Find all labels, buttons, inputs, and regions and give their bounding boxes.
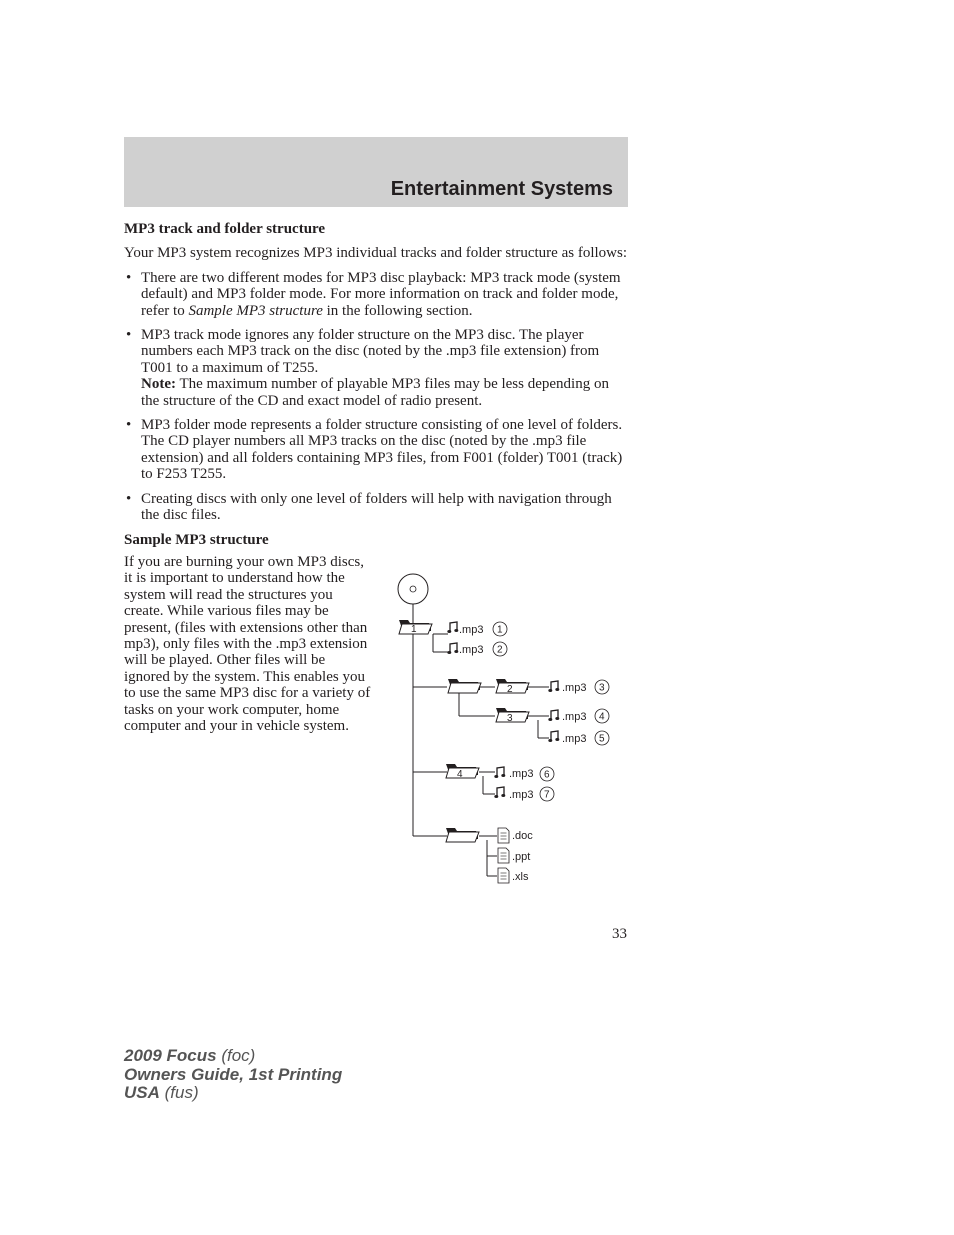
cd-disc-icon bbox=[398, 574, 428, 604]
file-label: .mp3 bbox=[562, 733, 587, 745]
music-note-icon bbox=[548, 681, 559, 692]
note-label: Note: bbox=[141, 376, 176, 393]
sample-paragraph: If you are burning your own MP3 discs, it is important to understand how the system will read the structures you create. While various files may be present, (files with extensions other than mp3), only files with the .mp3 extension will be played. Other files will be ignored by the system. This enables you to use the same MP3 disc for a variety of tasks on your work computer, home computer and your in vehicle system. bbox=[124, 553, 371, 734]
mp3-structure-diagram bbox=[395, 572, 625, 892]
music-note-icon bbox=[447, 622, 458, 633]
music-note-icon bbox=[494, 787, 505, 798]
page-number: 33 bbox=[612, 926, 627, 942]
file-label: .mp3 bbox=[509, 768, 534, 780]
file-label: .xls bbox=[512, 871, 529, 883]
file-label: .mp3 bbox=[509, 789, 534, 801]
folder-number: 2 bbox=[507, 684, 513, 695]
folder-icon bbox=[448, 679, 481, 693]
footer-line-1: 2009 Focus (foc) bbox=[124, 1046, 256, 1065]
track-number: 6 bbox=[544, 769, 550, 781]
bullet-item-track-mode: • MP3 track mode ignores any folder structure on the MP3 disc. The player numbers each MP3 track on the disc (noted by the .mp3 file extension) from T001 to a maximum of T255. Note: The maximum number of playable MP3 files may be less depending on the structure of the CD and exact model of radio present. bbox=[124, 327, 628, 409]
bullet-item-levels: • Creating discs with only one level of folders will help with navigation through the disc files. bbox=[126, 490, 612, 524]
file-label: .ppt bbox=[512, 851, 531, 863]
track-number: 2 bbox=[497, 644, 503, 656]
folder-number: 1 bbox=[411, 624, 417, 635]
bullet-list bbox=[124, 270, 628, 524]
footer-line-2: Owners Guide, 1st Printing bbox=[124, 1064, 343, 1084]
track-number: 5 bbox=[599, 733, 605, 745]
file-label: .mp3 bbox=[459, 624, 484, 636]
file-label: .doc bbox=[512, 830, 533, 842]
document-icon bbox=[498, 868, 509, 883]
track-number: 3 bbox=[599, 682, 605, 694]
bullet-item-folder-mode: • MP3 folder mode represents a folder structure consisting of one level of folders. The CD player numbers all MP3 tracks on the disc (noted by the .mp3 file extension) and all folders containing MP3 files, from F001 (folder) T001 (track) to F253 T255. bbox=[126, 417, 623, 483]
heading-sample-structure: Sample MP3 structure bbox=[124, 531, 269, 548]
music-note-icon bbox=[548, 731, 559, 742]
document-icon bbox=[498, 848, 509, 863]
track-number: 1 bbox=[497, 624, 503, 636]
section-title: Entertainment Systems bbox=[390, 178, 613, 200]
heading-track-folder: MP3 track and folder structure bbox=[124, 221, 326, 237]
folder-icon bbox=[446, 828, 479, 842]
cross-reference: Sample MP3 structure bbox=[188, 302, 323, 319]
folder-number: 3 bbox=[507, 713, 513, 724]
track-number: 7 bbox=[544, 789, 550, 801]
file-label: .mp3 bbox=[562, 711, 587, 723]
track-number: 4 bbox=[599, 711, 605, 723]
file-label: .mp3 bbox=[562, 682, 587, 694]
header-band bbox=[124, 137, 628, 207]
music-note-icon bbox=[447, 643, 458, 654]
intro-paragraph: Your MP3 system recognizes MP3 individual tracks and folder structure as follows: bbox=[124, 245, 627, 262]
music-note-icon bbox=[494, 767, 505, 778]
folder-number: 4 bbox=[457, 769, 463, 780]
note: Note: The maximum number of playable MP3 files may be less depending on the structure of the CD and exact model of radio present. bbox=[141, 376, 609, 409]
footer bbox=[124, 1047, 342, 1103]
footer-line-3: USA (fus) bbox=[124, 1083, 199, 1102]
document-icon bbox=[498, 828, 509, 843]
music-note-icon bbox=[548, 710, 559, 721]
bullet-item-modes: • There are two different modes for MP3 disc playback: MP3 track mode (system default) and MP3 folder mode. For more information on track and folder mode, refer to Sample MP3 structure in the following section. bbox=[126, 269, 621, 319]
file-label: .mp3 bbox=[459, 644, 484, 656]
